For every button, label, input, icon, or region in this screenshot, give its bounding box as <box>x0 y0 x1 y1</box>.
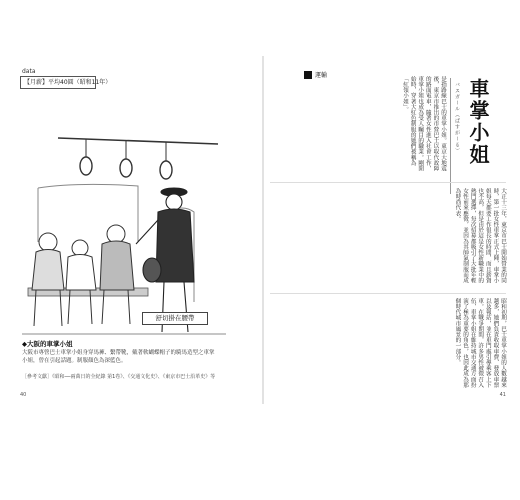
column-divider <box>270 182 506 183</box>
left-page <box>14 56 262 404</box>
column-divider <box>270 293 506 294</box>
title-ruby: バスガール（ばすがーる） <box>454 82 460 154</box>
data-label: data <box>22 68 36 75</box>
caption-text: 大阪市專營巴士車掌小姐身穿馬褲、繫帶靴，戴著軟蝴蝶帽子的騎馬造型之車掌小姐，曾在引起話題。制服顏色為深藍色。 <box>22 350 215 364</box>
body-column-1: 是指路線巴士的車掌小姐。東京大地震後，東京市推出的市營巴士以取代故障的路面電車，隨著女性進入社會工作，車掌小姐也成為受人矚目的職業。剛開始時，穿著大紅色制服的她們被稱為「紅領小姐」。 <box>402 76 446 172</box>
page-number-right: 41 <box>499 392 506 398</box>
bus-conductor-illustration <box>18 92 230 342</box>
right-page <box>264 56 512 404</box>
article-title: 車掌小姐 <box>466 78 490 166</box>
category-label: 運輸 <box>315 72 328 79</box>
title-divider <box>450 78 451 194</box>
reference-text: ［參考文獻］《昭和──兩萬日的全紀錄 第1卷》、《交通文化史》、《東京市巴士沿革史》等 <box>22 374 216 380</box>
book-spread <box>14 56 512 404</box>
salary-data-box: 【月薪】平均40圓（昭和11年） <box>20 76 96 89</box>
page-number-left: 40 <box>20 392 27 398</box>
caption-title: ◆大阪的車掌小姐 <box>22 340 73 348</box>
illustration-caption: 舒切掛在腰帶 <box>142 312 208 325</box>
body-column-2: 大正十三年，東京市巴士開始營業的同時，第一批女性車掌正式上陣，車掌小姐每天都要工作很長的時間，而且薪資也不高，但是由於這是女性新職業中的熱門選擇，每次招募都吸引了大批年輕女性前來應徵，並因為其帥氣制服而成為時尚代表。 <box>454 188 506 284</box>
body-column-3: 昭和初期，巴士車掌小姐的人數越來越多，她們負責收取車費、發放車票以及報站，並在車門處引導乘客上下車。在戰爭期間，許多男性被徵召入伍，車掌小姐在維持城市交通方面扮演了極為重要的角色，也因此成為那個時代城市風景的一部分。 <box>454 298 506 388</box>
